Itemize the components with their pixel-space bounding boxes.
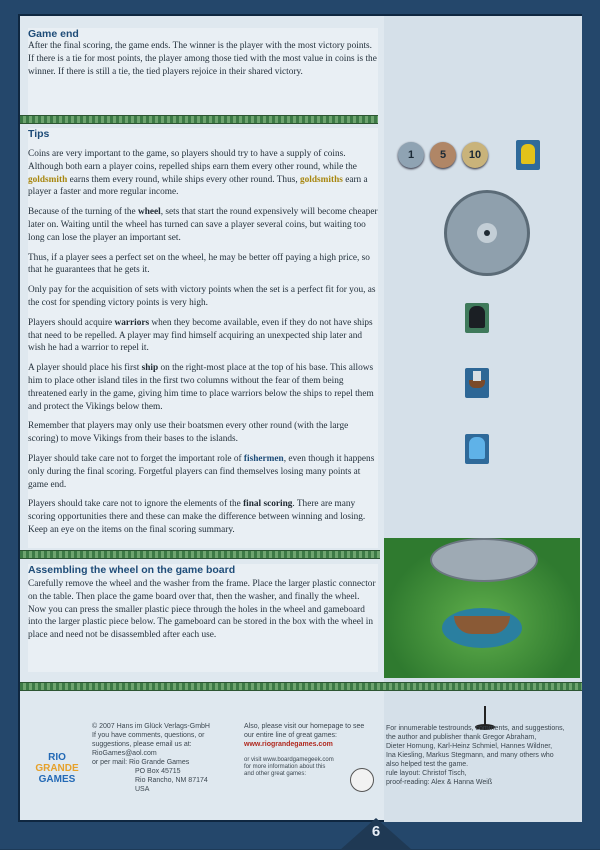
email-link[interactable]: RioGames@aol.com — [92, 750, 157, 757]
coin-5-label: 5 — [439, 149, 447, 161]
contact-line: or per mail: Rio Grande Games — [92, 759, 190, 766]
proofreading-credit: proof-reading: Alex & Hanna Weiß — [386, 779, 493, 786]
board-wheel-icon — [430, 538, 538, 582]
bgg-line: or visit www.boardgamegeek.com — [244, 757, 334, 763]
section-divider-3 — [20, 682, 582, 691]
gameboard-illustration — [384, 538, 580, 678]
logo-line-2: GRANDE — [35, 763, 79, 774]
section-divider-2 — [20, 550, 380, 559]
tip-perfect-set: Thus, if a player sees a perfect set on the wheel, he may be better off paying a high price, so that he guarantees that he gets it. — [28, 252, 370, 276]
contact-line: If you have comments, questions, or — [92, 732, 205, 739]
address-line: Rio Rancho, NM 87174 — [135, 777, 208, 784]
tip-warriors-a: Players should acquire — [28, 317, 115, 328]
address-line: USA — [135, 786, 150, 793]
tip-final-scoring-a: Players should take care not to ignore the elements of the — [28, 499, 244, 510]
tip-victory-points: Only pay for the acquisition of sets with victory points when the set is a perfect fit for you, as the cost for spending victory points is very high. — [28, 285, 376, 308]
tip-coins-a: Coins are very important to the game, so players should try to have a supply of coins. Although both earn a player coins, repelled ships earn them every other round, while the — [28, 149, 357, 172]
coin-10-icon — [462, 142, 488, 168]
game-end-text: After the final scoring, the game ends. The winner is the player with the most victory points. If there is a tie for most points, the player among those tied with the most value in coins is the winner. If there is still a tie, the tied players rejoice in their shared victory. — [28, 41, 377, 77]
logo-line-3: GAMES — [38, 774, 76, 785]
coin-10-label: 10 — [468, 149, 482, 161]
wheel-icon — [444, 190, 530, 276]
fishermen-term: fishermen — [243, 453, 284, 464]
coin-1-label: 1 — [407, 149, 415, 161]
assembling-title: Assembling the wheel on the game board — [28, 564, 236, 576]
ship-tile-icon — [465, 368, 489, 398]
boardgamegeek-logo-icon — [350, 768, 374, 792]
tip-ship-b: on the right-most place at the top of his base. This allows him to place other island tiles in the first two columns without the fear of them being threatened early in the game, giving him time to place warriors below the ships to repel them and protect the Vikings below them. — [28, 363, 374, 412]
warriors-term: warriors — [114, 317, 150, 328]
tip-final-scoring-b: . There are many scoring opportunities there and these can make the difference between winning and losing. Keep an eye on the items on the final scoring summary. — [28, 499, 366, 535]
tip-fishermen-b: , even though it happens only during the final scoring. Forgetful players can find themselves losing many points at game end. — [28, 453, 375, 490]
credits-line: the author and publisher thank Gregor Abraham, — [386, 734, 537, 741]
tips-section — [28, 128, 378, 548]
assembling-section — [28, 564, 378, 672]
goldsmith-tile-icon — [516, 140, 540, 170]
wheel-term: wheel — [137, 207, 161, 218]
copyright-text: © 2007 Hans im Glück Verlags-GmbH — [92, 723, 210, 730]
tips-title: Tips — [28, 128, 50, 140]
tip-ship — [28, 362, 378, 413]
tip-fishermen-a: Player should take care not to forget the important role of — [28, 453, 244, 464]
page-number: 6 — [371, 823, 381, 840]
contact-info — [92, 722, 242, 794]
layout-credit: rule layout: Christof Tisch, — [386, 770, 467, 777]
tip-fishermen — [28, 453, 378, 491]
final-scoring-term: final scoring — [243, 499, 293, 510]
goldsmith-term: goldsmith — [28, 174, 68, 185]
logo-line-1: RIO — [48, 752, 66, 763]
fisherman-tile-icon — [465, 434, 489, 464]
plastic-connector-icon — [484, 706, 486, 726]
tip-wheel-b: , sets that start the round expensively will become cheaper later on. Waiting until the wheel has turned can save a player several coins, but waiting too long can lose the player an important set. — [28, 207, 378, 243]
tip-wheel-a: Because of the turning of the — [28, 207, 138, 218]
section-divider-1 — [20, 115, 378, 124]
coin-5-icon — [430, 142, 456, 168]
publisher-logo — [30, 752, 84, 792]
tip-ship-a: A player should place his first — [28, 363, 142, 374]
credits — [386, 724, 578, 787]
tip-warriors-b: when they become available, even if they do not have ships that need to be repelled. A player may find himself acquiring an unexpected ship later and wish he had a warrior to repel it. — [28, 317, 373, 354]
game-end-section — [28, 28, 378, 116]
assembling-text: Carefully remove the wheel and the washer from the frame. Place the larger plastic connector on the table. Then place the game board over that, then the washer, and finally the wheel. Now you can press the smaller plastic piece through the holes in the wheel and gameboard into the larger plastic piece below. The gameboard can be stored in the box with the wheel in place and need not be disassembled after each use. — [28, 579, 376, 641]
goldsmiths-term: goldsmiths — [299, 174, 343, 185]
credits-line: Dieter Hornung, Karl-Heinz Schmiel, Hannes Wildner, — [386, 743, 553, 750]
game-end-title: Game end — [28, 28, 79, 40]
illustration-column — [384, 16, 582, 822]
ship-term: ship — [141, 363, 159, 374]
tip-final-scoring — [28, 498, 378, 536]
coin-1-icon — [398, 142, 424, 168]
tip-coins-c: earn a player a faster and more regular income. — [28, 174, 368, 198]
website-line: our entire line of great games: — [244, 732, 337, 739]
tip-coins-b: earns them every round, while ships every other round. Thus, — [67, 174, 300, 185]
tip-boatsmen: Remember that players may only use their boatsmen every other round (with the large scoring) to move Vikings from their bases to the islands. — [28, 421, 349, 445]
warrior-tile-icon — [465, 303, 489, 333]
credits-line: For innumerable testrounds, comments, and suggestions, — [386, 725, 565, 732]
credits-line: Ina Kiesling, Markus Stegmann, and many others who — [386, 752, 554, 759]
address-line: PO Box 45715 — [135, 768, 181, 775]
contact-line: suggestions, please email us at: — [92, 741, 192, 748]
tip-warriors — [28, 317, 378, 355]
tip-wheel — [28, 206, 378, 244]
bgg-line: and other great games: — [244, 771, 307, 777]
bgg-line: for more information about this — [244, 764, 326, 770]
homepage-link[interactable]: www.riograndegames.com — [244, 741, 333, 748]
credits-line: also helped test the game. — [386, 761, 469, 768]
page-panel — [18, 14, 582, 822]
tip-coins — [28, 148, 378, 199]
website-line: Also, please visit our homepage to see — [244, 723, 365, 730]
